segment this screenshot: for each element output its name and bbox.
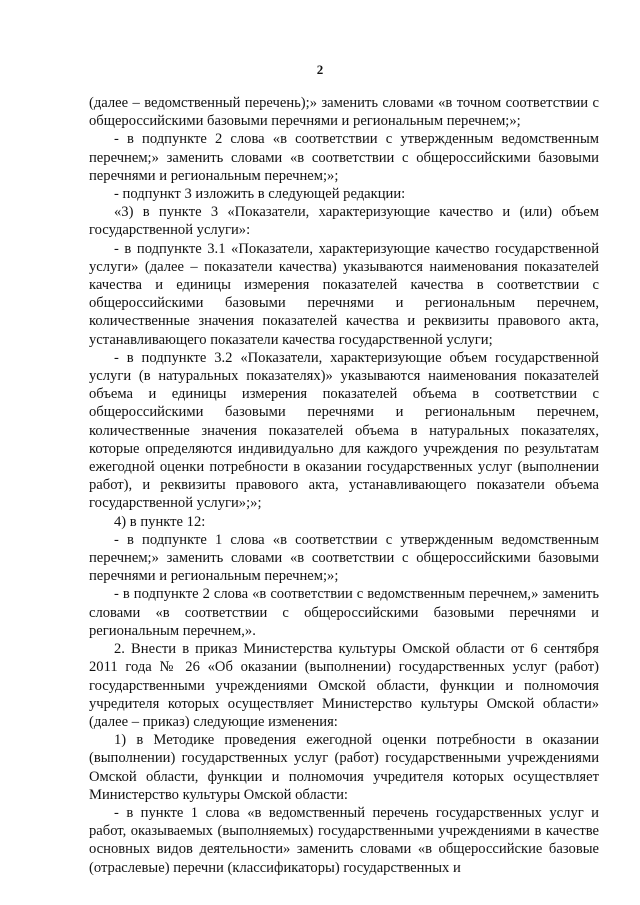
page-number: 2 xyxy=(316,62,324,77)
paragraph-subpoint-3-1: - в подпункте 3.1 «Показатели, характеризующие качество государственной услуги» (далее – показатели качества) указываются наименования показателей качества и единицы измерения показателей качества в соответствии с общероссийскими базовыми перечнями и региональным перечнем, количественные значения показателей качества и реквизиты правового акта, устанавливающего показатели качества государственной услуги; xyxy=(89,240,599,348)
paragraph-subpoint-3-intro: - подпункт 3 изложить в следующей редакции: xyxy=(114,186,406,203)
document-body xyxy=(89,94,599,877)
paragraph-methodology-point-1: - в пункте 1 слова «в ведомственный перечень государственных услуг и работ, оказываемых (выполняемых) государственными учреждениями в качестве основных видов деятельности» заменить словами «в общероссийские базовые (отраслевые) перечни (классификаторы) государственных и xyxy=(89,804,599,876)
paragraph-subpoint-2: - в подпункте 2 слова «в соответствии с утвержденным ведомственным перечнем;» заменить словами «в соответствии с общероссийскими базовыми перечнями и региональным перечнем;»; xyxy=(89,131,599,184)
paragraph-point-12: 4) в пункте 12: xyxy=(114,513,206,530)
paragraph-continuation: (далее – ведомственный перечень);» заменить словами «в точном соответствии с общероссийскими базовыми перечнями и региональным перечнем;»; xyxy=(89,95,599,130)
paragraph-point-3: «3) в пункте 3 «Показатели, характеризующие качество и (или) объем государственной услуги»: xyxy=(89,204,599,239)
paragraph-point-12-sub-1: - в подпункте 1 слова «в соответствии с утвержденным ведомственным перечнем;» заменить словами «в соответствии с общероссийскими базовыми перечнями и региональным перечнем;»; xyxy=(89,531,599,585)
paragraph-subpoint-3-2: - в подпункте 3.2 «Показатели, характеризующие объем государственной услуги (в натуральных показателях)» указываются наименования показателей объема и единицы измерения показателей объема в соответствии с общероссийскими базовыми перечнями и региональным перечнем, количественные значения показателей объема в натуральных показателях, которые определяются индивидуально для каждого учреждения по результатам ежегодной оценки потребности в оказании государственных услуг (выполнении работ), и реквизиты правового акта, устанавливающего показатели объема государственной услуги»;»; xyxy=(89,349,599,512)
paragraph-point-12-sub-2: - в подпункте 2 слова «в соответствии с ведомственным перечнем,» заменить словами «в соответствии с общероссийскими базовыми перечнями и региональным перечнем,». xyxy=(89,586,599,639)
paragraph-section-2: 2. Внести в приказ Министерства культуры Омской области от 6 сентября 2011 года № 26 «Об оказании (выполнении) государственных услуг (работ) государственными учреждениями Омской области, функции и полномочия учредителя которых осуществляет Министерство культуры Омской области» (далее – приказ) следующие изменения: xyxy=(89,641,599,730)
paragraph-methodology: 1) в Методике проведения ежегодной оценки потребности в оказании (выполнении) государственных услуг (работ) государственными учреждениями Омской области, функции и полномочия учредителя которых осуществляет Министерство культуры Омской области: xyxy=(89,732,599,803)
